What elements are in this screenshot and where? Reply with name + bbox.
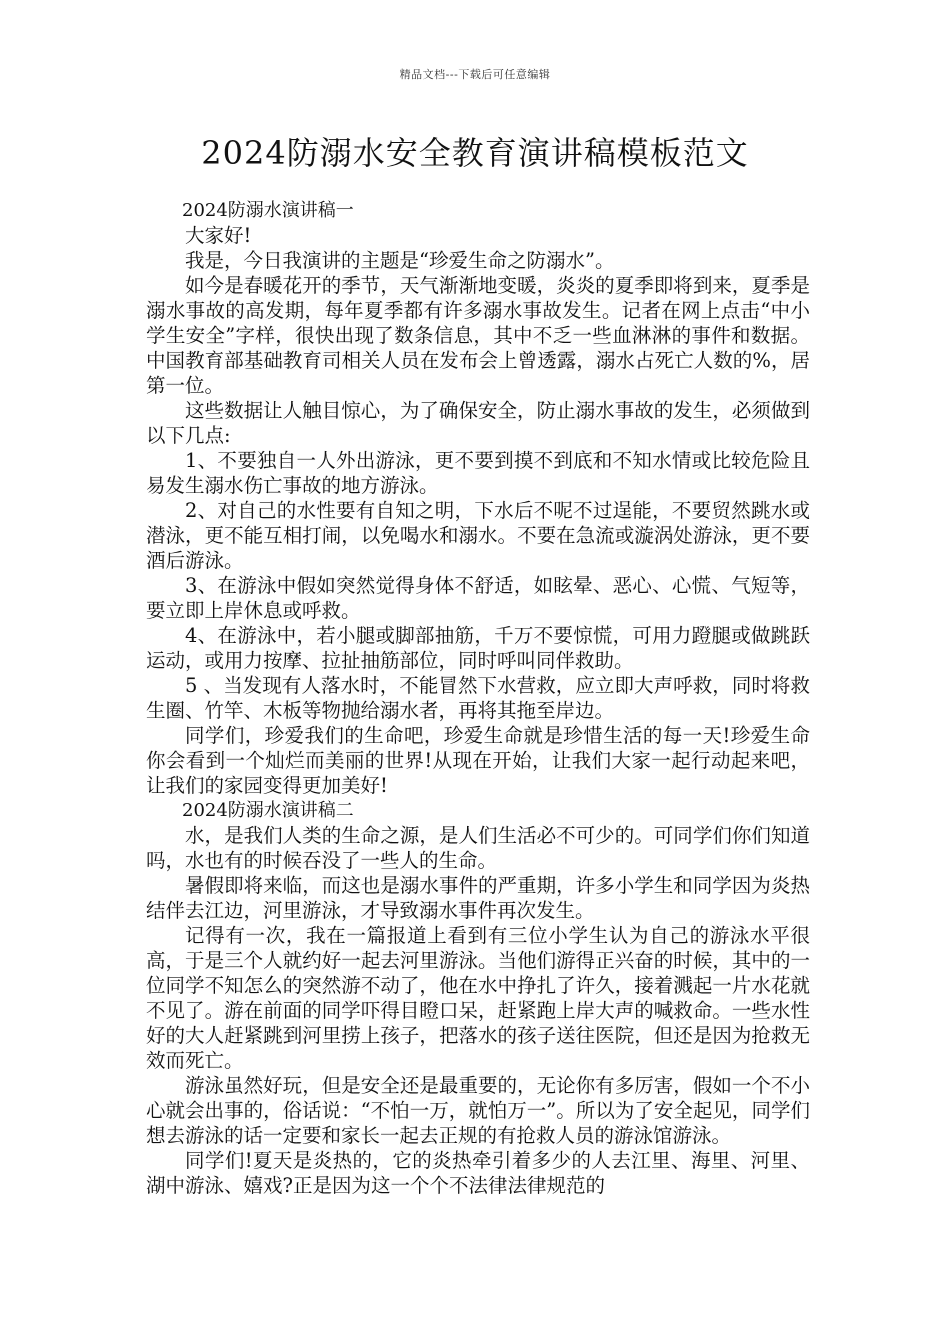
section-heading: 2024防溺水演讲稿一 <box>182 200 354 221</box>
page-header: 精品文档---下载后可任意编辑 <box>399 68 551 81</box>
body-paragraph: 水，是我们人类的生命之源，是人们生活必不可少的。可同学们你们知道吗，水也有的时候吞没了一些人的生命。 <box>146 824 810 872</box>
body-paragraph: 3、在游泳中假如突然觉得身体不舒适，如眩晕、恶心、心慌、气短等，要立即上岸休息或呼救。 <box>146 574 810 622</box>
body-paragraph: 这些数据让人触目惊心，为了确保安全，防止溺水事故的发生，必须做到以下几点: <box>146 399 810 447</box>
body-paragraph: 暑假即将来临，而这也是溺水事件的严重期，许多小学生和同学因为炎热结伴去江边，河里游泳，才导致溺水事件再次发生。 <box>146 874 810 922</box>
body-paragraph: 1、不要独自一人外出游泳，更不要到摸不到底和不知水情或比较危险且易发生溺水伤亡事故的地方游泳。 <box>146 449 810 497</box>
body-paragraph: 5 、当发现有人落水时，不能冒然下水营救，应立即大声呼救，同时将救生圈、竹竿、木板等物抛给溺水者，再将其拖至岸边。 <box>146 674 810 722</box>
body-paragraph: 如今是春暖花开的季节，天气渐渐地变暖，炎炎的夏季即将到来，夏季是溺水事故的高发期，每年夏季都有许多溺水事故发生。记者在网上点击“中小学生安全”字样，很快出现了数条信息，其中不乏一些血淋淋的事件和数据。中国教育部基础教育司相关人员在发布会上曾透露，溺水占死亡人数的%，居第一位。 <box>146 274 810 397</box>
body-paragraph: 大家好! <box>185 224 252 247</box>
body-paragraph: 游泳虽然好玩，但是安全还是最重要的，无论你有多厉害，假如一个不小心就会出事的，俗话说：“不怕一万，就怕万一”。所以为了安全起见，同学们想去游泳的话一定要和家长一起去正规的有抢救人员的游泳馆游泳。 <box>146 1074 810 1147</box>
document-title: 2024防溺水安全教育演讲稿模板范文 <box>201 134 749 172</box>
body-paragraph: 4、在游泳中，若小腿或脚部抽筋，千万不要惊慌，可用力蹬腿或做跳跃运动，或用力按摩、拉扯抽筋部位，同时呼叫同伴救助。 <box>146 624 810 672</box>
section-heading: 2024防溺水演讲稿二 <box>182 800 354 821</box>
body-paragraph: 2、对自己的水性要有自知之明，下水后不呢不过逞能，不要贸然跳水或潜泳，更不能互相打闹，以免喝水和溺水。不要在急流或漩涡处游泳，更不要酒后游泳。 <box>146 499 810 572</box>
body-paragraph: 我是，今日我演讲的主题是“珍爱生命之防溺水”。 <box>185 249 615 272</box>
body-paragraph: 同学们!夏天是炎热的，它的炎热牵引着多少的人去江里、海里、河里、湖中游泳、嬉戏?正是因为这一个个不法律法律规范的 <box>146 1149 810 1197</box>
body-paragraph: 同学们，珍爱我们的生命吧，珍爱生命就是珍惜生活的每一天!珍爱生命你会看到一个灿烂而美丽的世界!从现在开始，让我们大家一起行动起来吧，让我们的家园变得更加美好! <box>146 724 810 797</box>
document-body <box>146 198 810 1198</box>
body-paragraph: 记得有一次，我在一篇报道上看到有三位小学生认为自己的游泳水平很高，于是三个人就约好一起去河里游泳。当他们游得正兴奋的时候，其中的一位同学不知怎么的突然游不动了，他在水中挣扎了许久，接着溅起一片水花就不见了。游在前面的同学吓得目瞪口呆，赶紧跑上岸大声的喊救命。一些水性好的大人赶紧跳到河里捞上孩子，把落水的孩子送往医院，但还是因为抢救无效而死亡。 <box>146 924 810 1072</box>
